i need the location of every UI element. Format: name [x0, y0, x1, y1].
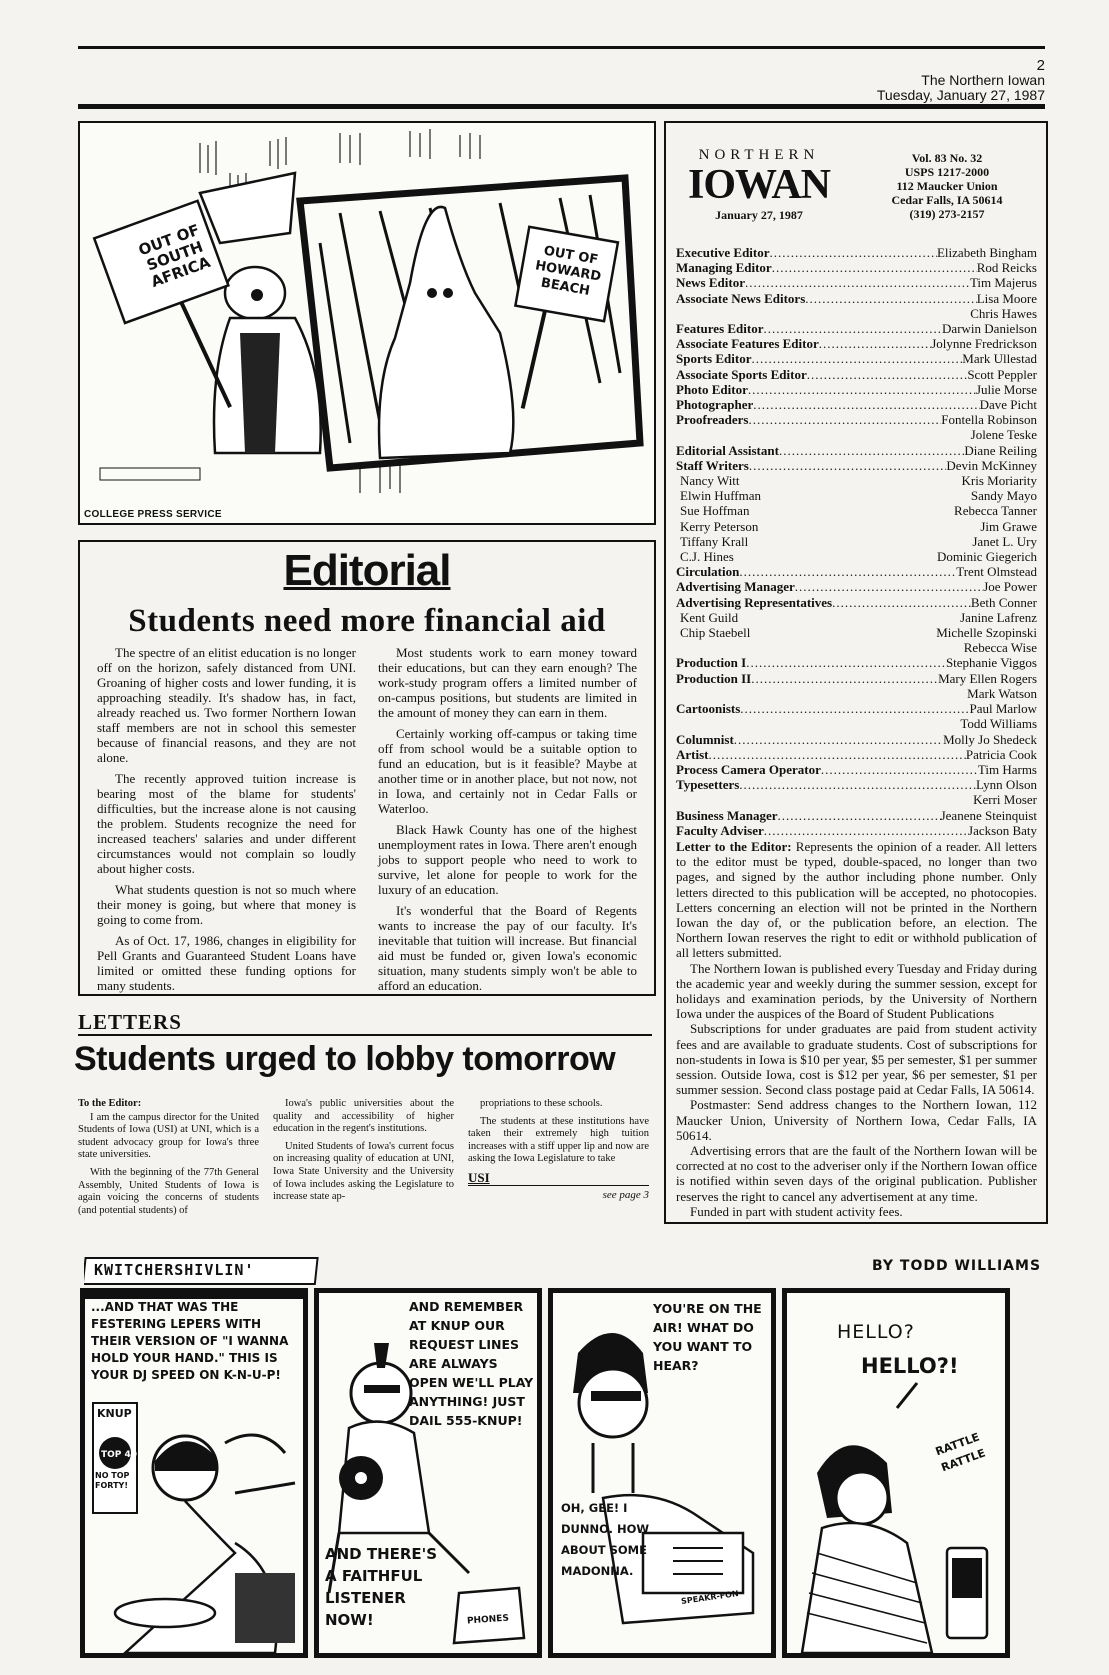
volume: Vol. 83 No. 32	[911, 151, 983, 165]
issue-date: Tuesday, January 27, 1987	[876, 87, 1045, 103]
staff-name: Lynn Olson	[975, 777, 1037, 793]
usps: USPS 1217-2000	[904, 165, 990, 179]
panel-4-speech-2: HELLO?!	[861, 1354, 959, 1378]
leader-dots	[795, 579, 983, 594]
page-header	[877, 58, 1045, 103]
staff-name: Tim Harms	[977, 761, 1037, 777]
staff-row	[676, 808, 1037, 823]
staff-role: Photographer	[676, 397, 754, 413]
leader-dots	[739, 564, 956, 579]
staff-row	[676, 671, 1037, 686]
staff-role: Features Editor	[676, 321, 764, 337]
letters-column-3	[468, 1098, 649, 1222]
panel-2-speech: AND REMEMBER AT KNUP OUR REQUEST LINES ARE ALWAYS OPEN WE'LL PLAY ANYTHING! JUST DAIL 555-KNUP!	[409, 1299, 534, 1428]
staff-writers	[676, 473, 1037, 564]
staff-name: Kent Guild	[680, 609, 739, 625]
leader-dots	[739, 777, 976, 792]
leader-dots	[805, 291, 976, 306]
staff-name: Jolynne Fredrickson	[931, 336, 1037, 352]
paragraph: What students question is not so much where their money is going, but where that money is going to come from.	[97, 882, 356, 927]
leader-dots	[779, 443, 964, 458]
staff-role: Associate Sports Editor	[676, 366, 807, 382]
staff-name: Molly Jo Shedeck	[943, 731, 1037, 747]
header-rule	[78, 104, 1045, 109]
name-pair	[676, 534, 1037, 549]
paragraph: Black Hawk County has one of the highest unemployment rates in Iowa. There aren't enough jobs to support people who need to work to survive, let alone for people to work for the luxury of an education.	[378, 822, 637, 897]
letters-headline: Students urged to lobby tomorrow	[74, 1040, 616, 1078]
staff-name: Dominic Giegerich	[937, 549, 1037, 565]
paragraph: propriations to these schools.	[480, 1098, 603, 1109]
staff-role: Artist	[676, 746, 709, 762]
editorial-column-2	[378, 645, 637, 999]
paragraph: It's wonderful that the Board of Regents wants to increase the pay of our faculty. It's inevitable that tuition will increase. But financial aid must be funded or, given Iowa's economic situation, many students simply won't be able to afford an education.	[378, 903, 637, 993]
staff-role: Faculty Adviser	[676, 822, 764, 838]
staff-row	[676, 762, 1037, 777]
staff-name: Sue Hoffman	[680, 503, 750, 519]
leader-dots	[807, 367, 968, 382]
leader-dots	[709, 747, 966, 762]
panel-3-device-label: SPEAKR-FON	[680, 1589, 740, 1606]
panel-2-phone-label: PHONES	[466, 1613, 510, 1627]
staff-role: Executive Editor	[676, 245, 770, 260]
staff-row	[676, 397, 1037, 412]
staff-row	[676, 336, 1037, 351]
staff-name: Paul Marlow	[969, 701, 1037, 717]
paragraph: Most students work to earn money toward their educations, but can they earn enough? The work-study program offers a limited number of on-campus positions, but students are limited in the amount of money they can earn in them.	[378, 645, 637, 720]
staff-role: Advertising Manager	[676, 579, 795, 595]
page-number: 2	[1036, 57, 1045, 74]
paragraph: Iowa's public universities about the quality and accessibility of higher education in the regent's institutions.	[273, 1098, 454, 1135]
staff-name: Dave Picht	[979, 397, 1037, 413]
editorial-body	[97, 645, 637, 999]
staff-role: Advertising Representatives	[676, 594, 833, 610]
staff-name: Todd Williams	[960, 716, 1037, 732]
leader-dots	[748, 382, 976, 397]
staff-row	[676, 732, 1037, 747]
editorial-kicker: Editorial	[283, 546, 451, 595]
paragraph: Certainly working off-campus or taking time off from school would be a suitable option to fund an education, but is it feasible? Maybe at another time or in another place, but not now, not in Iowa, and certainly not in Cedar Falls or Waterloo.	[378, 726, 637, 816]
paper-name: The Northern Iowan	[921, 72, 1045, 88]
editorial-section	[78, 540, 656, 996]
staff-group-c	[676, 655, 1037, 837]
panel-2-caption: AND THERE'S A FAITHFUL LISTENER NOW!	[325, 1545, 438, 1629]
leader-dots	[749, 458, 947, 473]
cartoon-illustration	[80, 123, 654, 523]
strip-title-text: KWITCHERSHIVLIN'	[94, 1261, 255, 1279]
letter-policy-label: Letter to the Editor:	[676, 838, 792, 854]
staff-name: Tiffany Krall	[680, 533, 749, 549]
comic-panel-4	[782, 1288, 1010, 1658]
comic-panel-1	[80, 1288, 308, 1658]
staff-name: Diane Reiling	[964, 442, 1037, 458]
panel-1-badge-sub: NO TOP FORTY!	[95, 1471, 130, 1490]
staff-name: Beth Conner	[970, 594, 1037, 610]
staff-name: Janine Lafrenz	[960, 609, 1037, 625]
name-pair	[676, 503, 1037, 518]
staff-row	[676, 747, 1037, 762]
leader-dots	[764, 823, 968, 838]
staff-name: Rebecca Tanner	[954, 503, 1037, 519]
staff-name: Fontella Robinson	[941, 412, 1037, 428]
errors-notice: Advertising errors that are the fault of the Northern Iowan will be corrected at no cost to the adveriser only if the Northern Iowan office is notified within seven days of the original publication. Publisher reserves the right to cancel any advertisement at any time.	[676, 1142, 1037, 1204]
cartoon-sign-left: OUT OF SOUTH AFRICA	[136, 220, 213, 292]
paragraph: As of Oct. 17, 1986, changes in eligibility for Pell Grants and Guaranteed Student Loans have limited or omitted these funding options for many students.	[97, 933, 356, 993]
staff-name: Chris Hawes	[970, 305, 1037, 321]
staff-name: Mark Ullestad	[962, 351, 1037, 367]
staff-name: C.J. Hines	[680, 549, 734, 565]
staff-row	[676, 382, 1037, 397]
panel-4-sfx: RATTLE RATTLE	[933, 1430, 988, 1475]
staff-role: Columnist	[676, 731, 734, 747]
cartoon-credit: COLLEGE PRESS SERVICE	[84, 509, 222, 520]
strip-byline	[872, 1253, 1050, 1283]
staff-role: Cartoonists	[676, 701, 741, 717]
staff-row	[676, 564, 1037, 579]
phone: (319) 273-2157	[909, 207, 985, 221]
masthead	[664, 121, 1048, 1224]
staff-row	[676, 595, 1037, 610]
staff-role: Managing Editor	[676, 260, 772, 276]
staff-name: Patricia Cook	[965, 746, 1037, 762]
leader-dots	[753, 397, 979, 412]
staff-row	[676, 367, 1037, 382]
staff-row	[676, 823, 1037, 838]
staff-role: Process Camera Operator	[676, 761, 821, 777]
staff-name: Jeanene Steinquist	[940, 807, 1037, 823]
letters-rule	[78, 1034, 652, 1036]
editorial-cartoon	[78, 121, 656, 525]
editorial-column-1	[97, 645, 356, 999]
masthead-notices	[676, 839, 1037, 1219]
staff-name: Jim Grawe	[980, 518, 1037, 534]
staff-row	[676, 351, 1037, 366]
panel-3-speech-top: YOU'RE ON THE AIR! WHAT DO YOU WANT TO HEAR?	[653, 1301, 762, 1373]
paragraph: The students at these institutions have taken their extremely high tuition increases with a stiff upper lip and now are asking the Iowa Legislature to take	[468, 1115, 649, 1165]
paragraph: I am the campus director for the United Students of Iowa (USI) at UNI, which is a student advocacy group for Iowa's three state universities.	[78, 1111, 259, 1161]
staff-name: Mary Ellen Rogers	[938, 670, 1037, 686]
name-pair	[676, 610, 1037, 625]
staff-name: Kris Moriarity	[961, 473, 1037, 489]
city: Cedar Falls, IA 50614	[891, 193, 1003, 207]
subscriptions-notice: Subscriptions for under graduates are paid from student activity fees and are available to graduate students. Cost of subscriptions for non-students in Iowa is $10 per year, $5 per semester, $1 per summer session. Outside Iowa, cost is $12 per year, $6 per semester, $1 per summer session. Second class postage paid at Cedar Falls, IA 50614.	[676, 1021, 1037, 1098]
name-pair	[676, 519, 1037, 534]
name-pair	[676, 473, 1037, 488]
panel-4-speech-1: HELLO?	[837, 1321, 915, 1343]
staff-name: Stephanie Viggos	[945, 655, 1037, 671]
top-rule	[78, 46, 1045, 49]
staff-row	[676, 321, 1037, 336]
staff-role: News Editor	[676, 275, 745, 291]
comic-panel-3	[548, 1288, 776, 1658]
panel-1-badge: TOP 40	[101, 1450, 138, 1460]
letter-policy-text: Represents the opinion of a reader. All letters to the editor must be typed, double-spaced, no longer than two pages, and signed by the author including phone number. Only letters directed to this publication will be accepted, no photocopies. Letters concerning an election will not be printed in the Northern Iowan the day of, or the publication before, an election. The Northern Iowan reserves the right to edit or withhold publication of all letters submitted.	[676, 838, 1037, 961]
see-page-link[interactable]: see page 3	[602, 1188, 649, 1201]
jump-rule	[468, 1185, 649, 1186]
paragraph: The spectre of an elitist education is no longer off on the horizon, safely distanced from UNI. Groaning of higher costs and lower funding, it is approaching steadily. It's shadow has, in fact, already reached us. Two former Northern Iowan staff members are not in school this semester because of financial reasons, and they are not alone.	[97, 645, 356, 765]
staff-row	[676, 260, 1037, 275]
staff-row	[676, 579, 1037, 594]
staff-role: Proofreaders	[676, 412, 749, 428]
staff-row	[676, 777, 1037, 792]
letters-label: LETTERS	[78, 1010, 182, 1034]
name-pair	[676, 488, 1037, 503]
staff-role: Associate Features Editor	[676, 336, 819, 352]
staff-name: Trent Olmstead	[956, 564, 1037, 580]
leader-dots	[821, 762, 978, 777]
staff-name: Kerri Moser	[973, 792, 1037, 808]
staff-role: Production I	[676, 655, 747, 671]
jump-label: USI	[468, 1169, 490, 1185]
letters-column-2	[273, 1098, 454, 1222]
staff-role: Typesetters	[676, 777, 740, 793]
staff-role: Production II	[676, 670, 752, 686]
staff-role: Business Manager	[676, 807, 778, 823]
letters-column-1	[78, 1098, 259, 1222]
leader-dots	[772, 260, 977, 275]
staff-name: Elizabeth Bingham	[936, 245, 1037, 260]
letters-body	[78, 1098, 652, 1222]
name-pair	[676, 625, 1037, 640]
published-notice: The Northern Iowan is published every Tuesday and Friday during the academic year and weekly during the summer session, except for holidays and examination periods, by the University of Northern Iowa under the auspices of the Board of Student Publications	[676, 960, 1037, 1022]
ad-reps	[676, 610, 1037, 640]
staff-name: Michelle Szopinski	[936, 625, 1037, 641]
panel-3-speech-bottom: OH, GEE! I DUNNO. HOW ABOUT SOME MADONNA.	[561, 1501, 650, 1578]
paragraph: United Students of Iowa's current focus on increasing quality of education at UNI, Iowa State University and the University of Iowa includes asking the Legislature to increase state ap-	[273, 1140, 454, 1203]
comic-panel-2	[314, 1288, 542, 1658]
staff-row	[676, 291, 1037, 306]
paragraph: With the beginning of the 77th General Assembly, United Students of Iowa is again voicing the concerns of students (and potential students) of	[78, 1166, 259, 1216]
editorial-headline: Students need more financial aid	[128, 603, 606, 639]
staff-name: Devin McKinney	[946, 457, 1037, 473]
strip-byline-text: BY TODD WILLIAMS	[872, 1258, 1042, 1274]
panel-1-speech: ...AND THAT WAS THE FESTERING LEPERS WITH THEIR VERSION OF "I WANNA HOLD YOUR HAND." THIS IS YOUR DJ SPEED ON K-N-U-P!	[91, 1300, 289, 1382]
paragraph: The recently approved tuition increase is bearing most of the blame for students' difficulties, but the increase alone is not causing the problem. Students recognize the need for increased teachers' salaries and under different circumstances would not complain so loudly about higher costs.	[97, 771, 356, 876]
staff-role: Sports Editor	[676, 351, 752, 367]
masthead-info	[862, 151, 1032, 221]
staff-group-a	[676, 245, 1037, 473]
letter-policy	[676, 839, 1037, 961]
leader-dots	[764, 321, 943, 336]
postmaster-notice: Postmaster: Send address changes to the Northern Iowan, 112 Maucker Union, University of Northern Iowa, Cedar Falls, IA 50614.	[676, 1097, 1037, 1143]
leader-dots	[751, 671, 938, 686]
staff-name: Mark Watson	[967, 685, 1037, 701]
staff-role: Associate News Editors	[676, 290, 806, 306]
staff-role: Staff Writers	[676, 457, 749, 473]
staff-name: Nancy Witt	[680, 473, 740, 489]
staff-list	[676, 245, 1037, 1219]
leader-dots	[770, 245, 937, 260]
leader-dots	[777, 808, 940, 823]
staff-name: Janet L. Ury	[972, 533, 1037, 549]
staff-name: Rod Reicks	[976, 260, 1037, 276]
masthead-name-bottom: IOWAN	[687, 162, 831, 208]
strip-title	[84, 1254, 324, 1286]
staff-name: Jolene Teske	[970, 427, 1037, 443]
staff-row	[676, 245, 1037, 260]
staff-role: Circulation	[676, 564, 740, 580]
staff-row	[676, 412, 1037, 427]
staff-name: Scott Peppler	[967, 366, 1037, 382]
staff-name: Kerry Peterson	[680, 518, 759, 534]
panel-1-sign: KNUP	[97, 1407, 132, 1420]
leader-dots	[819, 336, 931, 351]
leader-dots	[745, 275, 970, 290]
cartoon-sign-right: OUT OF HOWARD BEACH	[534, 243, 603, 299]
staff-row	[676, 458, 1037, 473]
masthead-name-top: NORTHERN	[698, 147, 820, 163]
funded-notice: Funded in part with student activity fees.	[690, 1203, 903, 1219]
leader-dots	[746, 655, 946, 670]
leader-dots	[748, 412, 941, 427]
staff-name: Tim Majerus	[969, 275, 1037, 291]
leader-dots	[740, 701, 969, 716]
letter-salutation: To the Editor:	[78, 1098, 142, 1109]
masthead-date: January 27, 1987	[715, 208, 803, 222]
staff-row	[676, 701, 1037, 716]
staff-name: Sandy Mayo	[970, 488, 1037, 504]
staff-name: Julie Morse	[975, 381, 1037, 397]
panel-4-art	[787, 1293, 1005, 1653]
staff-group-b	[676, 564, 1037, 610]
staff-row	[676, 443, 1037, 458]
staff-name: Elwin Huffman	[680, 488, 761, 504]
staff-name: Jackson Baty	[968, 822, 1037, 838]
staff-name: Darwin Danielson	[942, 321, 1037, 337]
leader-dots	[832, 595, 971, 610]
staff-name: Chip Staebell	[680, 625, 751, 641]
staff-role: Photo Editor	[676, 381, 748, 397]
leader-dots	[734, 732, 943, 747]
staff-name: Rebecca Wise	[963, 640, 1037, 656]
staff-role: Editorial Assistant	[676, 442, 779, 458]
staff-row	[676, 275, 1037, 290]
name-pair	[676, 549, 1037, 564]
address: 112 Maucker Union	[896, 179, 998, 193]
staff-row	[676, 655, 1037, 670]
staff-name: Lisa Moore	[976, 290, 1037, 306]
leader-dots	[751, 351, 962, 366]
staff-name: Joe Power	[983, 579, 1037, 595]
